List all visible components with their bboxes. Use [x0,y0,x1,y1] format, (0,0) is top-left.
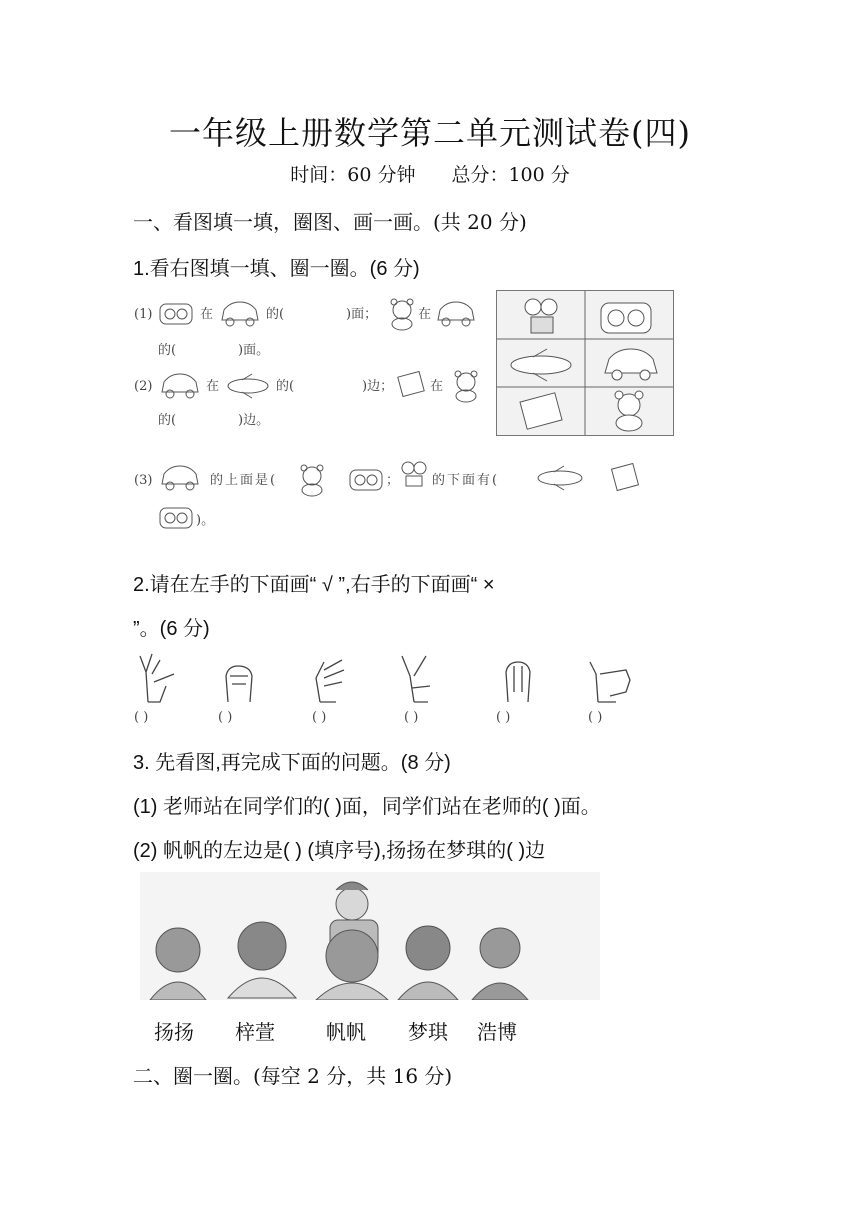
section2-heading: 二、圈一圈。(每空 2 分，共 16 分) [133,1064,453,1088]
exam-meta [0,160,860,187]
student-name-3: 帆帆 [326,1020,366,1044]
peace-hand-icon [402,656,430,702]
hand-5-blank[interactable]: ( ) [496,710,511,725]
thumb-hand-icon [590,662,630,702]
q1-p2-c: )边； [362,379,394,394]
q1-p1-e: 的( [158,343,177,358]
radio-icon [160,508,192,528]
plane-icon [228,374,268,398]
page-title: 一年级上册数学第二单元测试卷(四) [169,114,691,152]
student-names [0,1016,860,1046]
section1-heading: 一、看图填一填，圈图、画一画。(共 20 分) [133,210,527,234]
student-name-2: 梓萱 [235,1020,275,1044]
q3-heading: 3. 先看图,再完成下面的问题。(8 分) [133,752,451,774]
book-icon [398,371,424,396]
fist-hand-icon [226,666,252,702]
radio-icon [601,303,651,333]
q1-p2-num: (2) [134,379,153,394]
hand-3-blank[interactable]: ( ) [312,710,327,725]
car-icon [162,466,198,490]
q1-p1-a: 在 [200,307,214,322]
q1-p3-d: )。 [196,513,215,528]
plane-icon [538,466,582,490]
student-name-4: 梦琪 [408,1020,448,1044]
hand-icon [506,662,530,702]
student-name-5: 浩博 [477,1020,517,1044]
q2-heading-line2: ”。(6 分) [133,618,210,640]
flower-pot-icon [402,462,426,486]
q1-p1-f: )面。 [238,343,270,358]
q1-p1-d: 在 [418,307,432,322]
hand-icon [316,660,344,702]
q1-p2-f: )边。 [238,413,270,428]
hand-1-blank[interactable]: ( ) [134,710,149,725]
q1-p3-num: (3) [134,473,153,488]
q1-statements [130,292,510,532]
q1-heading: 1.看右图填一填、圈一圈。(6 分) [133,258,420,280]
student-name-1: 扬扬 [154,1020,194,1044]
bear-icon [615,391,643,431]
classroom-figure [140,872,600,1000]
q2-heading-line1: 2.请在左手的下面画“ √ ”,右手的下面画“ × [133,574,495,596]
hand-4-blank[interactable]: ( ) [404,710,419,725]
bear-icon [455,371,477,402]
q3-p1: (1) 老师站在同学们的( )面，同学们站在老师的( )面。 [133,796,601,818]
hand-icon [140,654,174,702]
q3-p2: (2) 帆帆的左边是( ) (填序号),扬扬在梦琪的( )边 [133,840,546,862]
q1-p2-b: 的( [276,379,295,394]
q1-p1-b: 的( [266,307,285,322]
book-icon [612,464,639,491]
q1-p3-a: 的上面是( [210,473,278,488]
car-icon [222,302,258,326]
q1-p2-a: 在 [206,379,220,394]
hands-figure [130,652,660,708]
car-icon [162,374,198,398]
q1-p3-c: 的下面有( [432,473,500,488]
car-icon [438,302,474,326]
q1-p2-d: 在 [430,379,444,394]
exam-time: 时间：60 分钟 [290,164,416,186]
radio-icon [160,304,192,324]
q1-row3-icons [532,458,652,498]
radio-icon [350,470,382,490]
hand-2-blank[interactable]: ( ) [218,710,233,725]
q1-p3-b: ； [386,473,400,488]
exam-score: 总分：100 分 [451,164,570,186]
hand-6-blank[interactable]: ( ) [588,710,603,725]
bear-icon [301,465,323,496]
q1-p1-c: )面； [346,307,378,322]
q1-p2-e: 的( [158,413,177,428]
q1-p1-num: (1) [134,307,153,322]
bear-icon [391,299,413,330]
shelf-figure [496,290,674,436]
